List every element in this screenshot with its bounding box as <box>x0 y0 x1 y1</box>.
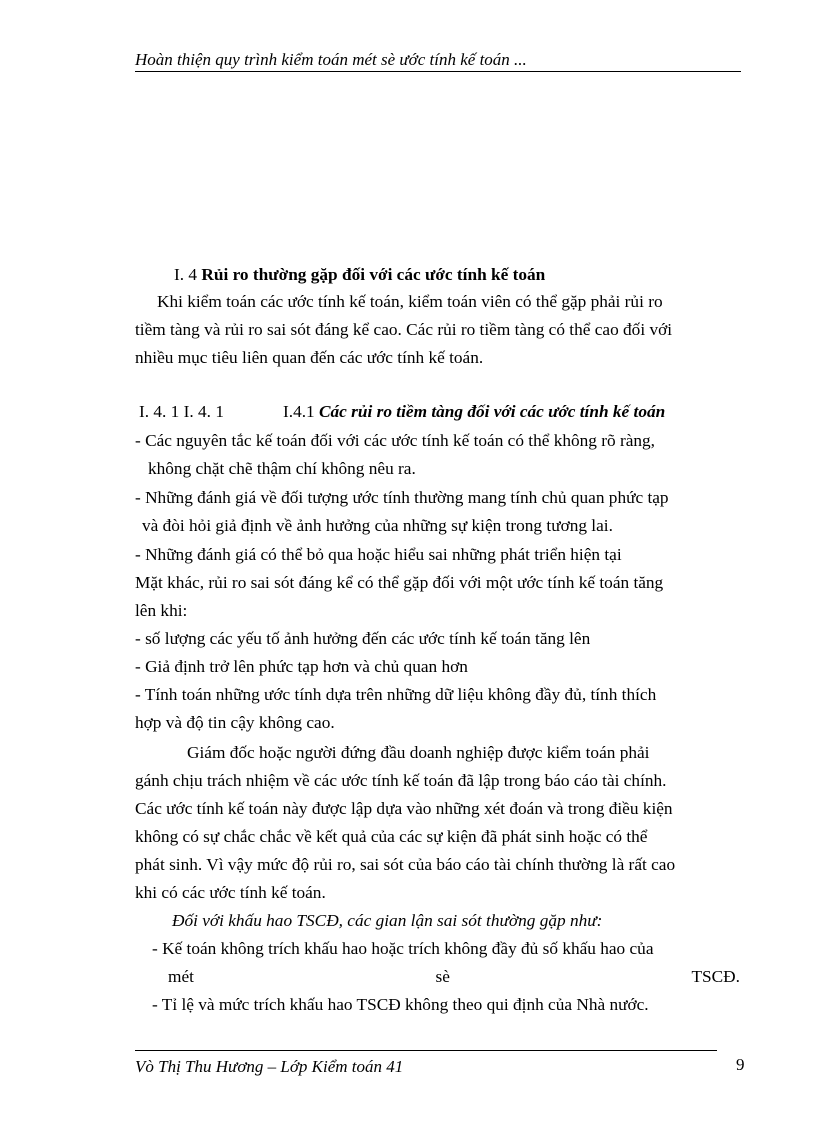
paragraph-line: lên khi: <box>135 601 188 620</box>
paragraph-line: khi có các ước tính kế toán. <box>135 883 326 902</box>
bullet-line: và đòi hỏi giả định về ảnh hưởng của những sự kiện trong tương lai. <box>142 516 613 535</box>
paragraph-line: không có sự chắc chắc về kết quả của các sự kiện đã phát sinh hoặc có thể <box>135 827 648 846</box>
subsection-number: I.4.1 <box>283 402 319 421</box>
intro-line: tiềm tàng và rủi ro sai sót đáng kể cao. Các rủi ro tiềm tàng có thể cao đối với <box>135 320 673 339</box>
paragraph-line: Các ước tính kế toán này được lập dựa vào những xét đoán và trong điều kiện <box>135 799 673 818</box>
bullet-line: - Tỉ lệ và mức trích khấu hao TSCĐ không theo qui định của Nhà nước. <box>152 995 649 1014</box>
word: sè <box>435 967 450 986</box>
bullet-line: - Các nguyên tắc kế toán đối với các ước tính kế toán có thể không rõ ràng, <box>135 431 655 450</box>
bullet-line: - Tính toán những ước tính dựa trên những dữ liệu không đầy đủ, tính thích <box>135 685 657 704</box>
running-header: Hoàn thiện quy trình kiểm toán mét sè ước tính kế toán ... <box>135 50 527 69</box>
section-title: Rủi ro thường gặp đối với các ước tính kế toán <box>201 265 546 284</box>
section-number: I. 4 <box>174 265 202 284</box>
bullet-line: - Giả định trở lên phức tạp hơn và chủ quan hơn <box>135 657 468 676</box>
section-heading <box>174 265 545 285</box>
bullet-line: - số lượng các yếu tố ảnh hưởng đến các ước tính kế toán tăng lên <box>135 629 591 648</box>
header-divider <box>135 71 741 72</box>
bullet-line: - Những đánh giá về đối tượng ước tính thường mang tính chủ quan phức tạp <box>135 488 669 507</box>
subsection-number-prefix: I. 4. 1 I. 4. 1 <box>139 402 224 421</box>
intro-line: Khi kiểm toán các ước tính kế toán, kiểm toán viên có thể gặp phải rủi ro <box>157 292 663 311</box>
word: TSCĐ. <box>691 967 740 986</box>
footer-author: Vò Thị Thu Hương – Lớp Kiểm toán 41 <box>135 1057 404 1076</box>
subsection-title: Các rủi ro tiềm tàng đối với các ước tính kế toán <box>319 402 666 421</box>
bullet-line: hợp và độ tin cậy không cao. <box>135 713 335 732</box>
paragraph-line: phát sinh. Vì vậy mức độ rủi ro, sai sót của báo cáo tài chính thường là rất cao <box>135 855 676 874</box>
page-number: 9 <box>736 1055 745 1074</box>
paragraph-line: Giám đốc hoặc người đứng đầu doanh nghiệp được kiểm toán phải <box>187 743 650 762</box>
paragraph-line: gánh chịu trách nhiệm về các ước tính kế toán đã lập trong báo cáo tài chính. <box>135 771 667 790</box>
intro-line: nhiều mục tiêu liên quan đến các ước tính kế toán. <box>135 348 484 367</box>
word: mét <box>168 967 194 986</box>
italic-intro-line: Đối với khấu hao TSCĐ, các gian lận sai sót thường gặp như: <box>172 911 603 930</box>
bullet-line: - Những đánh giá có thể bỏ qua hoặc hiểu sai những phát triển hiện tại <box>135 545 622 564</box>
bullet-line: - Kế toán không trích khấu hao hoặc trích không đầy đủ số khấu hao của <box>152 939 654 958</box>
subsection-heading <box>283 402 665 422</box>
bullet-line: không chặt chẽ thậm chí không nêu ra. <box>148 459 416 478</box>
paragraph-line: Mặt khác, rủi ro sai sót đáng kể có thể gặp đối với một ước tính kế toán tăng <box>135 573 664 592</box>
footer-divider <box>135 1050 717 1051</box>
bullet-line-justified <box>168 967 740 987</box>
